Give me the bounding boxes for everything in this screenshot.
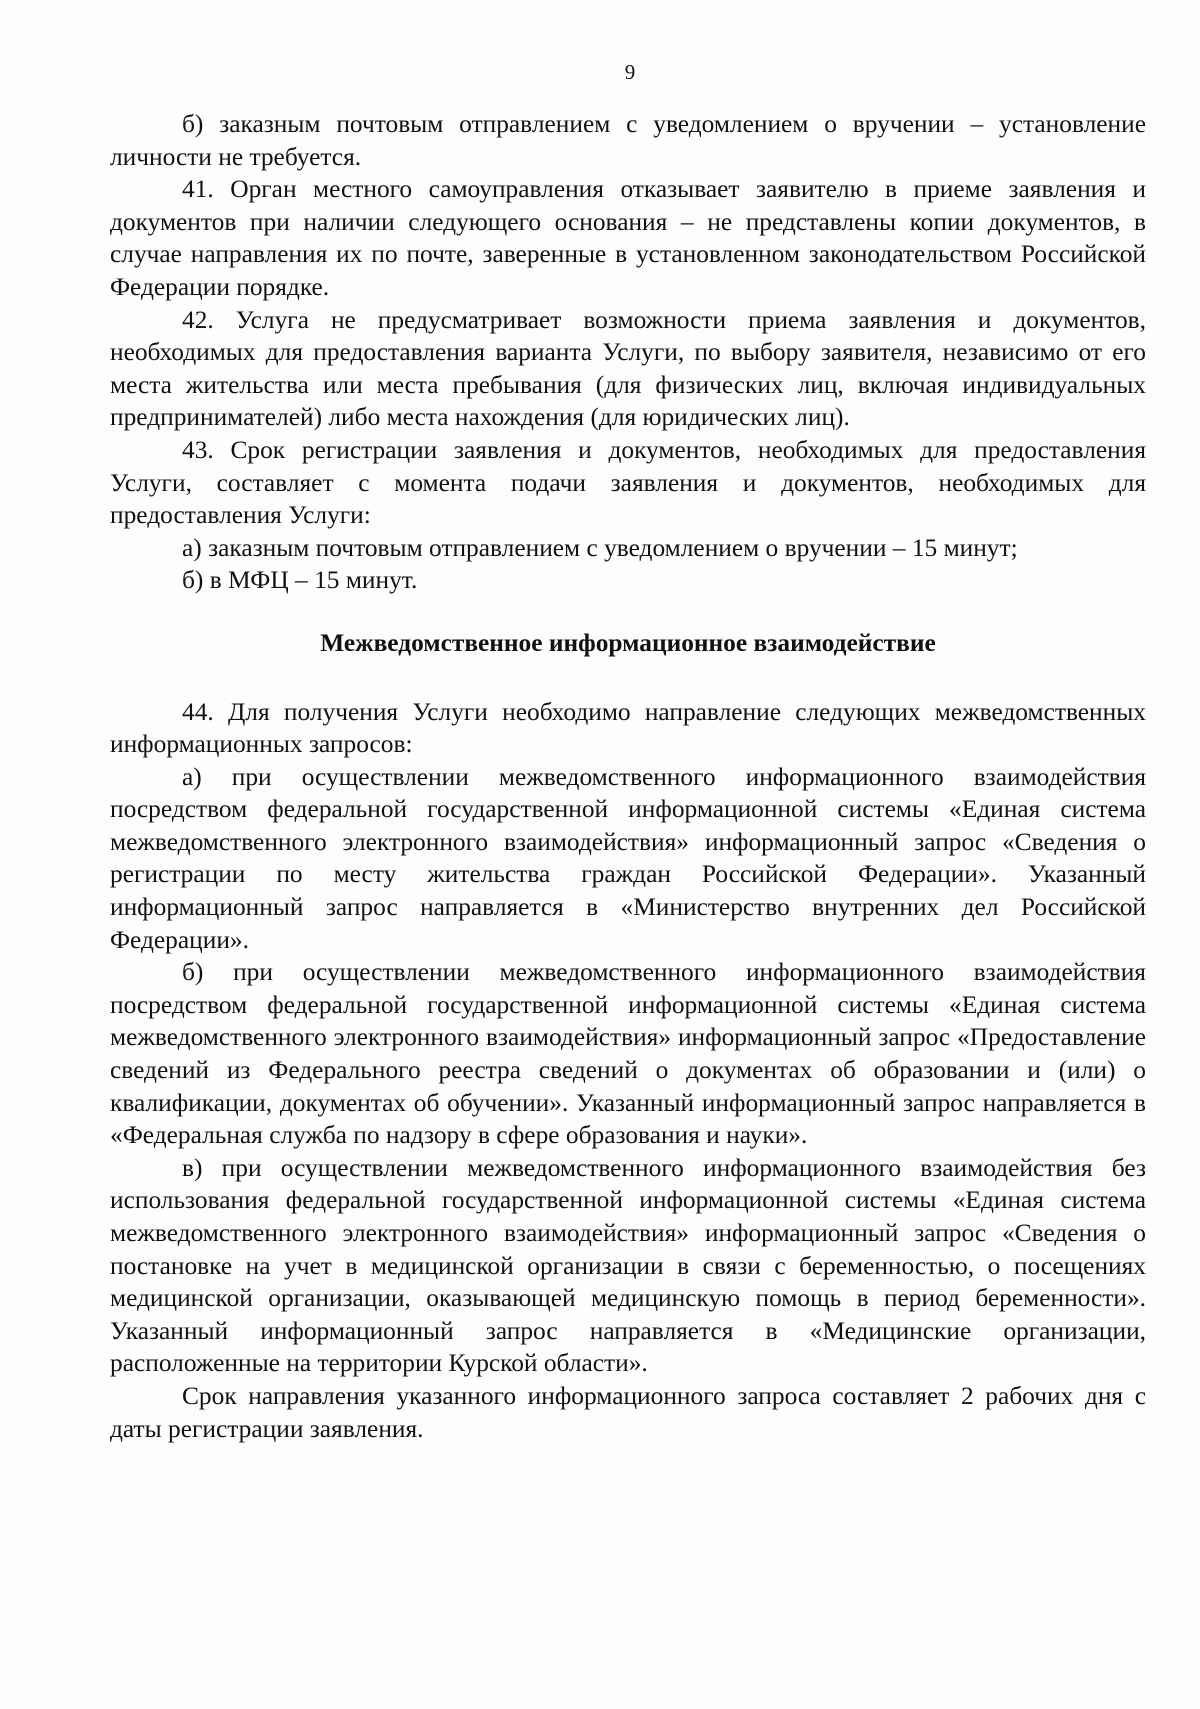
paragraph-41: 41. Орган местного самоуправления отказывает заявителю в приеме заявления и документов при наличии следующего основания – не представлены копии документов, в случае направления их по почте, заверенные в установленном законодательством Российской Федерации порядке. xyxy=(110,175,1146,301)
paragraph-44c: в) при осуществлении межведомственного информационного взаимодействия без использования федеральной государственной информационной системы «Единая система межведомственного электронного взаимодействия» информационный запрос «Сведения о постановке на учет в медицинской организации в связи с беременностью, о посещениях медицинской организации, оказывающей медицинскую помощь в период беременности». Указанный информационный запрос направляется в «Медицинские организации, расположенные на территории Курской области». xyxy=(110,1153,1146,1378)
paragraph-43b: б) в МФЦ – 15 минут. xyxy=(182,566,418,595)
document-body xyxy=(110,108,1146,1445)
paragraph-42: 42. Услуга не предусматривает возможности приема заявления и документов, необходимых для предоставления варианта Услуги, по выбору заявителя, независимо от его места жительства или места пребывания (для физических лиц, включая индивидуальных предпринимателей) либо места нахождения (для юридических лиц). xyxy=(110,305,1146,432)
paragraph-43a: а) заказным почтовым отправлением с уведомлением о вручении – 15 минут; xyxy=(182,533,1018,562)
paragraph-44b: б) при осуществлении межведомственного информационного взаимодействия посредством федеральной государственной информационной системы «Единая система межведомственного электронного взаимодействия» информационный запрос «Предоставление сведений из Федерального реестра сведений о документах об образовании и (или) о квалификации, документах об обучении». Указанный информационный запрос направляется в «Федеральная служба по надзору в сфере образования и науки». xyxy=(110,958,1146,1150)
page-number: 9 xyxy=(624,60,636,84)
section-heading: Межведомственное информационное взаимодействие xyxy=(320,628,936,657)
paragraph-request-deadline: Срок направления указанного информационного запроса составляет 2 рабочих дня с даты регистрации заявления. xyxy=(110,1381,1146,1443)
paragraph-43: 43. Срок регистрации заявления и документов, необходимых для предоставления Услуги, составляет с момента подачи заявления и документов, необходимых для предоставления Услуги: xyxy=(110,435,1146,530)
paragraph-40b: б) заказным почтовым отправлением с уведомлением о вручении – установление личности не требуется. xyxy=(110,110,1146,171)
paragraph-44: 44. Для получения Услуги необходимо направление следующих межведомственных информационных запросов: xyxy=(110,697,1146,759)
paragraph-44a: а) при осуществлении межведомственного информационного взаимодействия посредством федеральной государственной информационной системы «Единая система межведомственного электронного взаимодействия» информационный запрос «Сведения о регистрации по месту жительства граждан Российской Федерации». Указанный информационный запрос направляется в «Министерство внутренних дел Российской Федерации». xyxy=(110,762,1146,954)
